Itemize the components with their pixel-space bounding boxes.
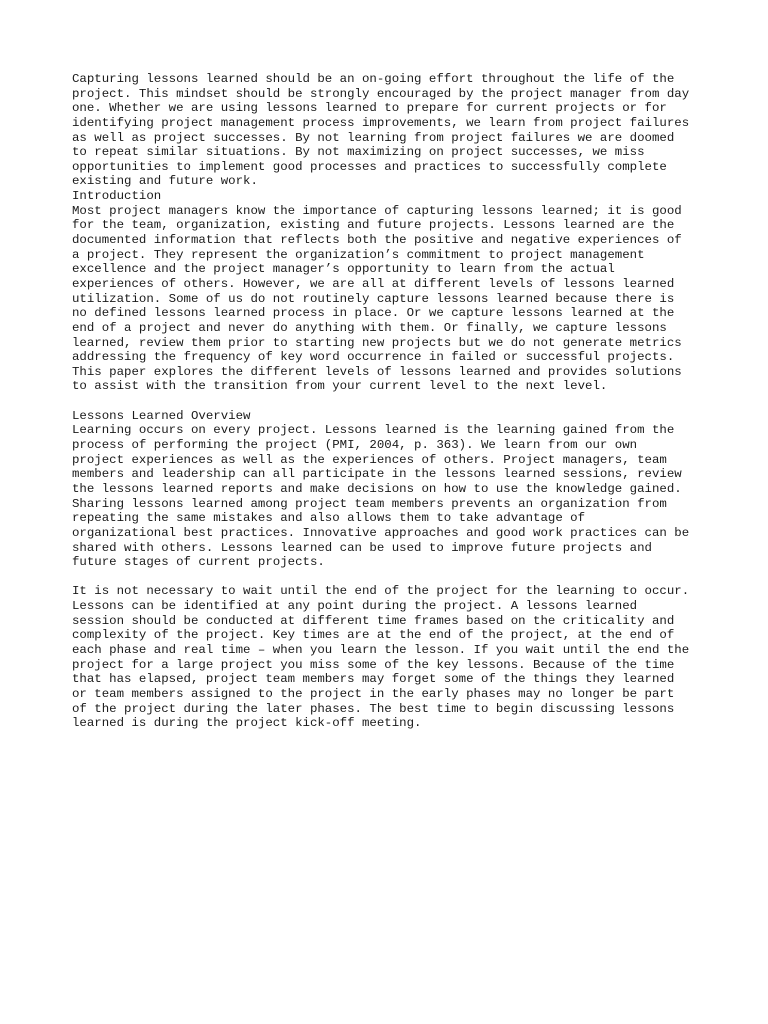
text-line: complexity of the project. Key times are at the end of the project, at the end of [72, 628, 675, 643]
introduction-paragraph [72, 204, 712, 394]
text-line: This paper explores the different levels of lessons learned and provides solutions [72, 364, 682, 379]
text-line: members and leadership can all participate in the lessons learned sessions, review [72, 467, 682, 482]
text-line: existing and future work. [72, 174, 258, 189]
text-line: end of a project and never do anything with them. Or finally, we capture lessons [72, 320, 667, 335]
timing-paragraph [72, 584, 712, 730]
text-line: each phase and real time – when you learn the lesson. If you wait until the end the [72, 642, 690, 657]
text-line: the lessons learned reports and make decisions on how to use the knowledge gained. [72, 481, 682, 496]
overview-heading: Lessons Learned Overview [72, 408, 251, 423]
paragraph-spacer [72, 570, 712, 585]
text-line: opportunities to implement good processes and practices to successfully complete [72, 159, 667, 174]
text-line: that has elapsed, project team members may forget some of the things they learned [72, 672, 675, 687]
text-line: process of performing the project (PMI, 2004, p. 363). We learn from our own [72, 438, 638, 453]
text-line: for the team, organization, existing and future projects. Lessons learned are the [72, 218, 675, 233]
text-line: as well as project successes. By not learning from project failures we are doomed [72, 130, 675, 145]
text-line: a project. They represent the organization’s commitment to project management [72, 247, 645, 262]
text-line: future stages of current projects. [72, 555, 325, 570]
paragraph-spacer [72, 394, 712, 409]
text-line: one. Whether we are using lessons learned to prepare for current projects or for [72, 101, 667, 116]
text-line: identifying project management process improvements, we learn from project failures [72, 115, 690, 130]
text-line: Lessons can be identified at any point during the project. A lessons learned [72, 599, 638, 614]
text-line: repeating the same mistakes and also allows them to take advantage of [72, 511, 586, 526]
text-line: project experiences as well as the experiences of others. Project managers, team [72, 452, 667, 467]
text-line: project for a large project you miss some of the key lessons. Because of the time [72, 657, 675, 672]
text-line: organizational best practices. Innovative approaches and good work practices can be [72, 525, 690, 540]
text-line: no defined lessons learned process in place. Or we capture lessons learned at the [72, 306, 675, 321]
text-line: Sharing lessons learned among project team members prevents an organization from [72, 496, 667, 511]
text-line: to repeat similar situations. By not maximizing on project successes, we miss [72, 145, 645, 160]
text-line: It is not necessary to wait until the end of the project for the learning to occur. [72, 584, 690, 599]
introduction-heading: Introduction [72, 189, 162, 204]
overview-paragraph [72, 423, 712, 569]
text-line: session should be conducted at different time frames based on the criticality and [72, 613, 675, 628]
text-line: project. This mindset should be strongly encouraged by the project manager from day [72, 86, 690, 101]
text-line: or team members assigned to the project in the early phases may no longer be part [72, 686, 675, 701]
text-line: learned, review them prior to starting new projects but we do not generate metrics [72, 335, 682, 350]
text-line: Learning occurs on every project. Lessons learned is the learning gained from the [72, 423, 675, 438]
text-line: addressing the frequency of key word occurrence in failed or successful projects. [72, 350, 675, 365]
document-page [72, 72, 712, 731]
text-line: experiences of others. However, we are all at different levels of lessons learned [72, 276, 675, 291]
text-line: shared with others. Lessons learned can be used to improve future projects and [72, 540, 652, 555]
text-line: Capturing lessons learned should be an on-going effort throughout the life of the [72, 72, 675, 86]
text-line: Most project managers know the importance of capturing lessons learned; it is good [72, 203, 682, 218]
text-line: of the project during the later phases. The best time to begin discussing lessons [72, 701, 675, 716]
text-line: documented information that reflects both the positive and negative experiences of [72, 233, 682, 248]
text-line: utilization. Some of us do not routinely capture lessons learned because there is [72, 291, 675, 306]
text-line: excellence and the project manager’s opportunity to learn from the actual [72, 262, 615, 277]
text-line: learned is during the project kick-off meeting. [72, 716, 422, 731]
text-line: to assist with the transition from your current level to the next level. [72, 379, 608, 394]
opening-paragraph [72, 72, 712, 189]
